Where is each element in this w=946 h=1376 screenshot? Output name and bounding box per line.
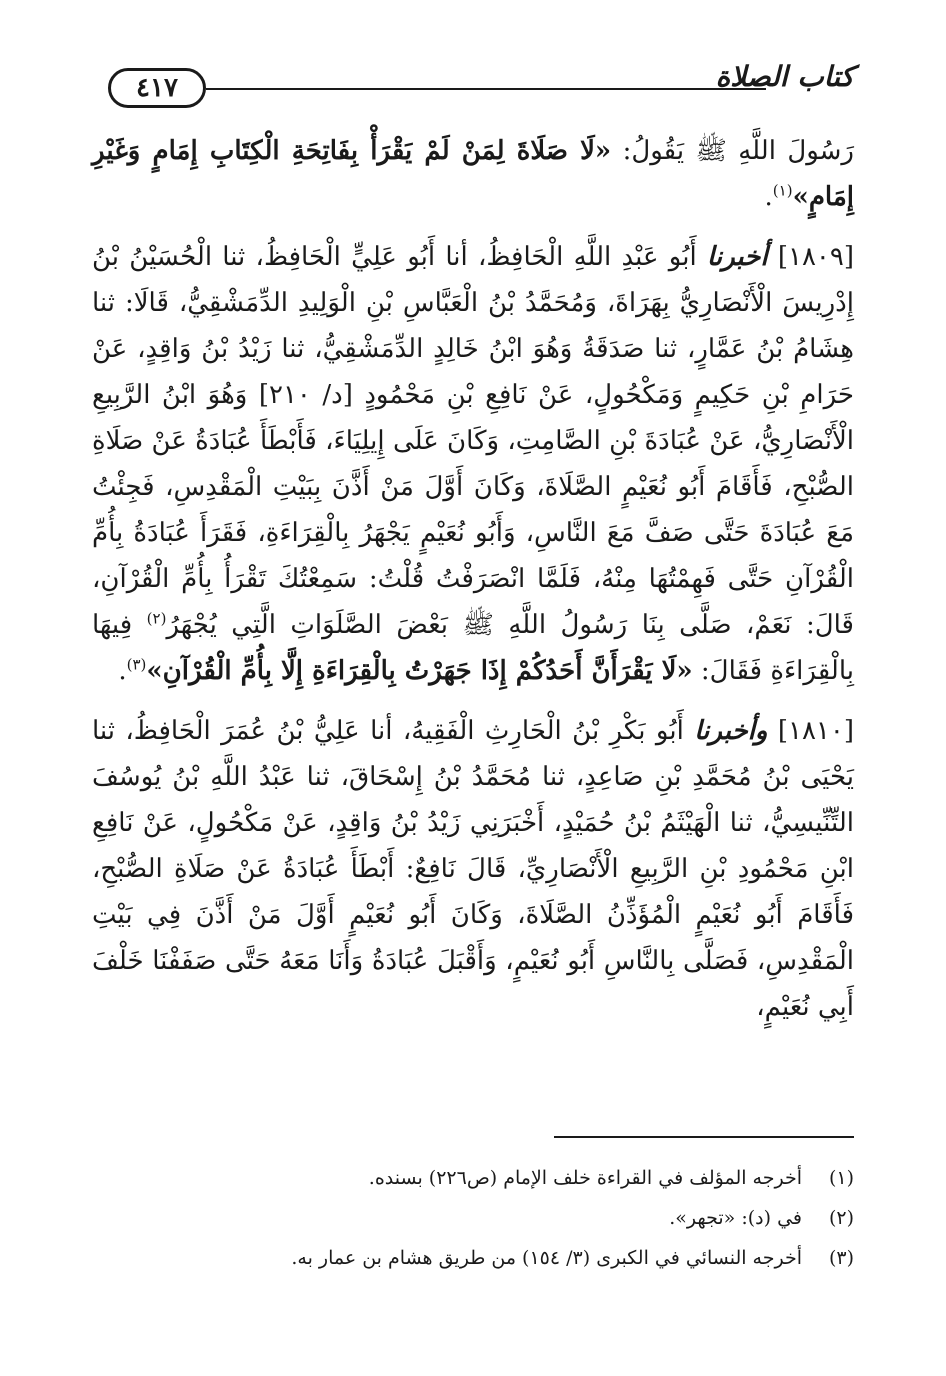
page-header [108,60,854,120]
narration-verb: وأخبرنا [694,716,768,746]
footnote-marker: (٣) [828,1247,854,1269]
hadith-number: [١٨٠٩] [777,242,855,272]
footnote-ref: (٣) [126,655,147,674]
header-rule [206,88,766,90]
running-title: كتاب الصلاة [715,60,854,93]
hadith-paragraph-1810 [92,708,854,1030]
footnotes [92,1158,854,1278]
narration-verb: أخبرنا [706,242,768,272]
footnote [92,1158,854,1198]
footnote [92,1238,854,1278]
footnote-text: أخرجه النسائي في الكبرى (٣/ ١٥٤) من طريق هشام بن عمار به. [291,1247,802,1269]
footnote-text: أخرجه المؤلف في القراءة خلف الإمام (ص٢٢٦) بسنده. [368,1167,802,1189]
footnote-ref: (١) [772,181,793,200]
main-text [92,128,854,1044]
hadith-number: [١٨١٠] [777,716,854,746]
continuation-intro: رَسُولَ اللَّهِ ﷺ يَقُولُ: [611,136,854,166]
sentence-end: . [118,656,127,686]
hadith-paragraph-1809 [92,234,854,694]
prophetic-quote: «لَا صَلَاةَ لِمَنْ لَمْ يَقْرَأْ بِفَاتِحَةِ الْكِتَابِ إِمَامٍ وَغَيْرِ إِمَامٍ» [92,136,854,212]
footnote-separator [554,1136,854,1138]
isnad-text: أَبُو بَكْرِ بْنُ الْحَارِثِ الْفَقِيهُ، أنا عَلِيُّ بْنُ عُمَرَ الْحَافِظُ، ثنا يَحْيَى بْنُ مُحَمَّدِ بْنِ صَاعِدٍ، ثنا مُحَمَّدُ بْنُ إِسْحَاقَ، ثنا عَبْدُ اللَّهِ بْنُ يُوسُفَ التِّنِّيسِيُّ، ثنا الْهَيْثَمُ بْنُ حُمَيْدٍ، أَخْبَرَنِي زَيْدُ بْنُ وَاقِدٍ، عَنْ مَكْحُولٍ، عَنْ نَافِعِ ابْنِ مَحْمُودِ بْنِ الرَّبِيعِ الْأَنْصَارِيِّ، قَالَ نَافِعٌ: أَبْطَأَ عُبَادَةُ عَنْ صَلَاةِ الصُّبْحِ، فَأَقَامَ أَبُو نُعَيْمٍ الْمُؤَذِّنُ الصَّلَاةَ، وَكَانَ أَبُو نُعَيْمٍ أَوَّلَ مَنْ أَذَّنَ فِي بَيْتِ الْمَقْدِسِ، فَصَلَّى بِالنَّاسِ أَبُو نُعَيْمٍ، وَأَقْبَلَ عُبَادَةُ وَأَنَا مَعَهُ حَتَّى صَفَفْنَا خَلْفَ أَبِي نُعَيْمٍ، [92,716,854,1022]
footnote [92,1198,854,1238]
footnote-ref: (٢) [146,609,167,628]
matn-text: فِيهَا بِالْقِرَاءَةِ فَقَالَ: [92,610,854,686]
footnote-marker: (٢) [828,1207,854,1229]
isnad-text: أَبُو عَبْدِ اللَّهِ الْحَافِظُ، أنا أَبُو عَلِيٍّ الْحَافِظُ، ثنا الْحُسَيْنُ بْنُ إِدْرِيسَ الْأَنْصَارِيُّ بِهَرَاةَ، وَمُحَمَّدُ بْنُ الْعَبَّاسِ بْنِ الْوَلِيدِ الدِّمَشْقِيُّ، قَالَا: ثنا هِشَامُ بْنُ عَمَّارٍ، ثنا صَدَقَةُ وَهُوَ ابْنُ خَالِدٍ الدِّمَشْقِيُّ، ثنا زَيْدُ بْنُ وَاقِدٍ، عَنْ حَرَامِ بْنِ حَكِيمٍ وَمَكْحُولٍ، عَنْ نَافِعِ بْنِ مَحْمُودٍ [د/ ٢١٠] وَهُوَ ابْنُ الرَّبِيعِ الْأَنْصَارِيُّ، عَنْ عُبَادَةَ بْنِ الصَّامِتِ، وَكَانَ عَلَى إِيلِيَاءَ، فَأَبْطَأَ عُبَادَةُ عَنْ صَلَاةِ الصُّبْحِ، فَأَقَامَ أَبُو نُعَيْمٍ الصَّلَاةَ، وَكَانَ أَوَّلَ مَنْ أَذَّنَ بِبَيْتِ الْمَقْدِسِ، فَجِئْتُ مَعَ عُبَادَةَ حَتَّى صَفَّ مَعَ النَّاسِ، وَأَبُو نُعَيْمٍ يَجْهَرُ بِالْقِرَاءَةِ، فَقَرَأَ عُبَادَةُ بِأُمِّ الْقُرْآنِ حَتَّى فَهِمْتُهَا مِنْهُ، فَلَمَّا انْصَرَفْتُ قُلْتُ: سَمِعْتُكَ تَقْرَأُ بِأُمِّ الْقُرْآنِ، قَالَ: نَعَمْ، صَلَّى بِنَا رَسُولُ اللَّهِ ﷺ بَعْضَ الصَّلَوَاتِ الَّتِي يُجْهَرُ [92,242,854,640]
prophetic-quote: «لَا يَقْرَأَنَّ أَحَدُكُمْ إِذَا جَهَرْتُ بِالْقِرَاءَةِ إِلَّا بِأُمِّ الْقُرْآنِ» [146,656,693,686]
continued-paragraph [92,128,854,220]
footnote-text: في (د): «تجهر». [669,1207,802,1229]
sentence-end: . [764,182,773,212]
page-number: ٤١٧ [108,68,206,108]
footnote-marker: (١) [828,1167,854,1189]
